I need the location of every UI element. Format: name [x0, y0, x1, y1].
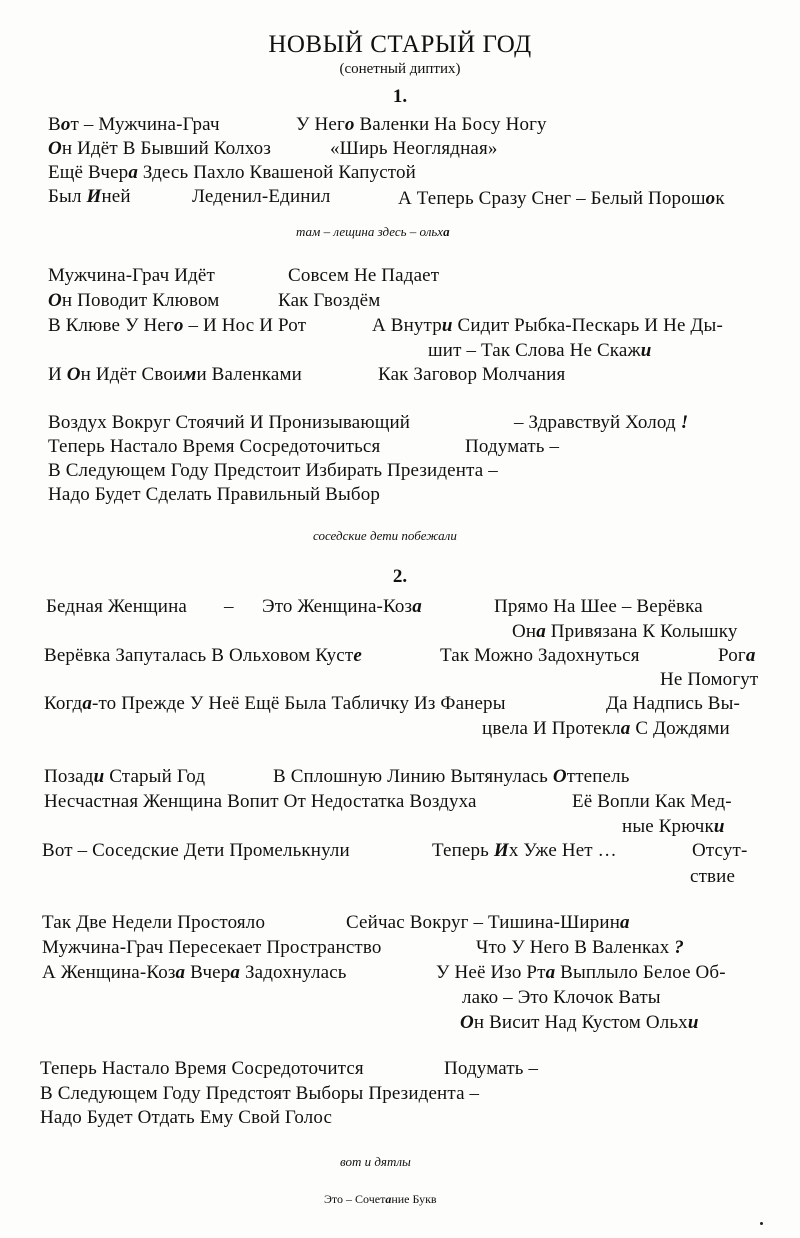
- poem-line: Так Две Недели Простояло: [42, 912, 266, 933]
- poem-line: Прямо На Шее – Верёвка: [494, 596, 703, 617]
- poem-line: Совсем Не Падает: [288, 265, 440, 286]
- poem-line: цвела И Протекла С Дождями: [482, 718, 730, 739]
- poem-line: Теперь Настало Время Сосредоточиться: [48, 436, 381, 457]
- poem-line: Что У Него В Валенках ?: [476, 937, 684, 958]
- scan-speck: [760, 1222, 763, 1225]
- poem-line: Когда-то Прежде У Неё Ещё Была Табличку Из Фанеры: [44, 693, 506, 714]
- poem-line: Верёвка Запуталась В Ольховом Кусте: [44, 645, 362, 666]
- poem-line: А Женщина-Коза Вчера Задохнулась: [42, 962, 347, 983]
- poem-line: Не Помогут: [660, 669, 759, 690]
- poem-line: Её Вопли Как Мед-: [572, 791, 732, 812]
- poem-line: В Следующем Году Предстоит Избирать Президента –: [48, 460, 498, 481]
- poem-line: Теперь Их Уже Нет …: [432, 840, 617, 861]
- poem-line: Мужчина-Грач Пересекает Пространство: [42, 937, 382, 958]
- poem-line: шит – Так Слова Не Скажи: [428, 340, 652, 361]
- poem-line: Он Поводит Клювом: [48, 290, 220, 311]
- poem-line: И Он Идёт Своими Валенками: [48, 364, 302, 385]
- poem-line: Он Висит Над Кустом Ольхи: [460, 1012, 699, 1033]
- poem-note: там – лещина здесь – ольха: [296, 224, 450, 239]
- poem-line: В Следующем Году Предстоят Выборы Президента –: [40, 1083, 480, 1104]
- poem-subtitle: (сонетный диптих): [339, 61, 461, 77]
- poem-line: В Сплошную Линию Вытянулась Оттепель: [273, 766, 630, 787]
- poem-line: ные Крючки: [622, 816, 725, 837]
- poem-line: Сейчас Вокруг – Тишина-Ширина: [346, 912, 630, 933]
- poem-footer: Это – Сочетание Букв: [324, 1192, 437, 1206]
- poem-line: А Внутри Сидит Рыбка-Пескарь И Не Ды-: [372, 315, 723, 336]
- poem-note: соседские дети побежали: [313, 528, 457, 543]
- poem-line: Она Привязана К Колышку: [512, 621, 738, 642]
- part-2-number: 2.: [392, 566, 408, 587]
- poem-line: У Неё Изо Рта Выплыло Белое Об-: [436, 962, 726, 983]
- poem-line: Несчастная Женщина Вопит От Недостатка Воздуха: [44, 791, 477, 812]
- poem-line: Это Женщина-Коза: [262, 596, 422, 617]
- poem-line: Воздух Вокруг Стоячий И Пронизывающий: [48, 412, 411, 433]
- poem-line: Леденил-Единил: [192, 186, 331, 207]
- poem-line: – Здравствуй Холод !: [514, 412, 689, 433]
- poem-line: А Теперь Сразу Снег – Белый Порошок: [398, 188, 725, 209]
- poem-line: Мужчина-Грач Идёт: [48, 265, 215, 286]
- poem-line: –: [224, 596, 234, 617]
- poem-line: Вот – Соседские Дети Промелькнули: [42, 840, 350, 861]
- poem-line: Теперь Настало Время Сосредоточится: [40, 1058, 364, 1079]
- poem-line: Надо Будет Отдать Ему Свой Голос: [40, 1107, 333, 1128]
- part-1-number: 1.: [392, 86, 408, 107]
- poem-line: Да Надпись Вы-: [606, 693, 741, 714]
- poem-line: Так Можно Задохнуться: [440, 645, 640, 666]
- poem-line: ствие: [690, 866, 736, 887]
- poem-line: Был Иней: [48, 186, 131, 207]
- poem-line: Бедная Женщина: [46, 596, 188, 617]
- poem-line: Отсут-: [692, 840, 748, 861]
- poem-note: вот и дятлы: [340, 1154, 411, 1169]
- poem-line: Как Гвоздём: [278, 290, 381, 311]
- poem-line: Надо Будет Сделать Правильный Выбор: [48, 484, 381, 505]
- poem-line: лако – Это Клочок Ваты: [462, 987, 661, 1008]
- poem-line: Он Идёт В Бывший Колхоз: [48, 138, 271, 159]
- poem-line: «Ширь Неоглядная»: [330, 138, 498, 159]
- poem-line: Как Заговор Молчания: [378, 364, 566, 385]
- poem-line: У Него Валенки На Босу Ногу: [296, 114, 547, 135]
- poem-line: Рога: [718, 645, 756, 666]
- poem-line: Вот – Мужчина-Грач: [48, 114, 220, 135]
- poem-line: Подумать –: [444, 1058, 539, 1079]
- poem-line: Позади Старый Год: [44, 766, 206, 787]
- poem-line: В Клюве У Него – И Нос И Рот: [48, 315, 307, 336]
- poem-line: Подумать –: [465, 436, 560, 457]
- poem-title: НОВЫЙ СТАРЫЙ ГОД: [268, 31, 532, 58]
- poem-line: Ещё Вчера Здесь Пахло Квашеной Капустой: [48, 162, 416, 183]
